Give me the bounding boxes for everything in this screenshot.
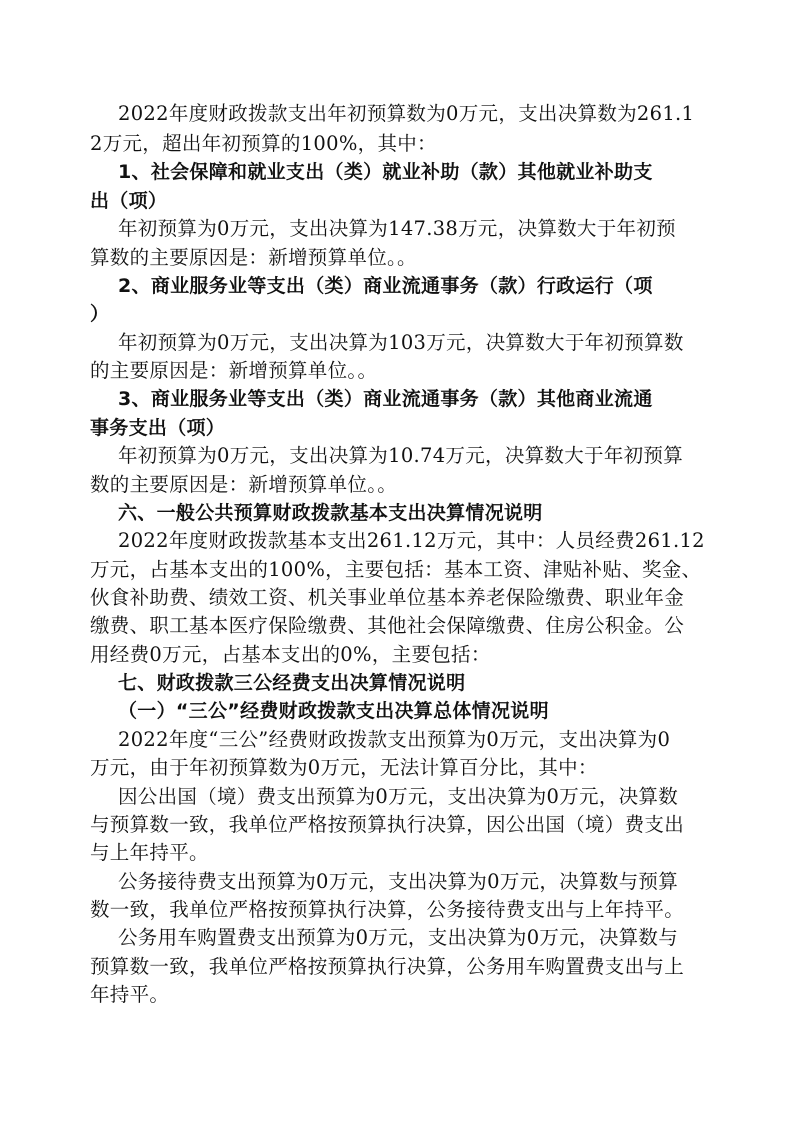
section-heading: ） xyxy=(90,303,110,325)
paragraph-line: 年初预算为0万元，支出决算为103万元，决算数大于年初预算数 xyxy=(118,331,684,354)
paragraph-line: 数一致，我单位严格按预算执行决算，公务接待费支出与上年持平。 xyxy=(90,898,685,921)
paragraph-line: 的主要原因是：新增预算单位。。 xyxy=(90,359,378,382)
paragraph-line: 预算数一致，我单位严格按预算执行决算，公务用车购置费支出与上 xyxy=(90,955,685,978)
section-heading: 六、一般公共预算财政拨款基本支出决算情况说明 xyxy=(118,502,543,524)
paragraph-line: 年持平。 xyxy=(90,983,170,1006)
paragraph-line: 伙食补助费、绩效工资、机关事业单位基本养老保险缴费、职业年金 xyxy=(90,586,685,609)
paragraph-line: 与预算数一致，我单位严格按预算执行决算，因公出国（境）费支出 xyxy=(90,813,685,836)
paragraph-line: 与上年持平。 xyxy=(90,841,209,864)
section-heading: 出（项） xyxy=(90,190,168,212)
paragraph-line: 公务接待费支出预算为0万元，支出决算为0万元，决算数与预算 xyxy=(118,870,679,893)
section-heading: （一）“三公”经费财政拨款支出决算总体情况说明 xyxy=(118,700,549,722)
paragraph-line: 2022年度“三公”经费财政拨款支出预算为0万元，支出决算为0 xyxy=(118,728,671,751)
section-heading: 1、社会保障和就业支出（类）就业补助（款）其他就业补助支 xyxy=(118,161,653,183)
paragraph-line: 缴费、职工基本医疗保险缴费、其他社会保障缴费、住房公积金。公 xyxy=(90,614,685,637)
paragraph-line: 2万元，超出年初预算的100%，其中： xyxy=(90,132,437,155)
paragraph-line: 万元，占基本支出的100%，主要包括：基本工资、津贴补贴、奖金、 xyxy=(90,558,702,581)
paragraph-line: 年初预算为0万元，支出决算为10.74万元，决算数大于年初预算 xyxy=(118,444,684,467)
paragraph-line: 数的主要原因是：新增预算单位。。 xyxy=(90,473,398,496)
section-heading: 七、财政拨款三公经费支出决算情况说明 xyxy=(118,672,466,694)
paragraph-line: 万元，由于年初预算数为0万元，无法计算百分比，其中： xyxy=(90,756,598,779)
paragraph-line: 用经费0万元，占基本支出的0%，主要包括： xyxy=(90,643,491,666)
section-heading: 3、商业服务业等支出（类）商业流通事务（款）其他商业流通 xyxy=(118,388,653,410)
paragraph-line: 算数的主要原因是：新增预算单位。。 xyxy=(90,246,417,269)
paragraph-line: 因公出国（境）费支出预算为0万元，支出决算为0万元，决算数 xyxy=(118,785,679,808)
paragraph-line: 公务用车购置费支出预算为0万元，支出决算为0万元，决算数与 xyxy=(118,926,679,949)
section-heading: 2、商业服务业等支出（类）商业流通事务（款）行政运行（项 xyxy=(118,275,653,297)
paragraph-line: 年初预算为0万元，支出决算为147.38万元，决算数大于年初预 xyxy=(118,217,676,240)
paragraph-line: 2022年度财政拨款支出年初预算数为0万元，支出决算数为261.1 xyxy=(118,102,695,125)
section-heading: 事务支出（项） xyxy=(90,417,226,439)
paragraph-line: 2022年度财政拨款基本支出261.12万元，其中：人员经费261.12 xyxy=(118,529,705,552)
